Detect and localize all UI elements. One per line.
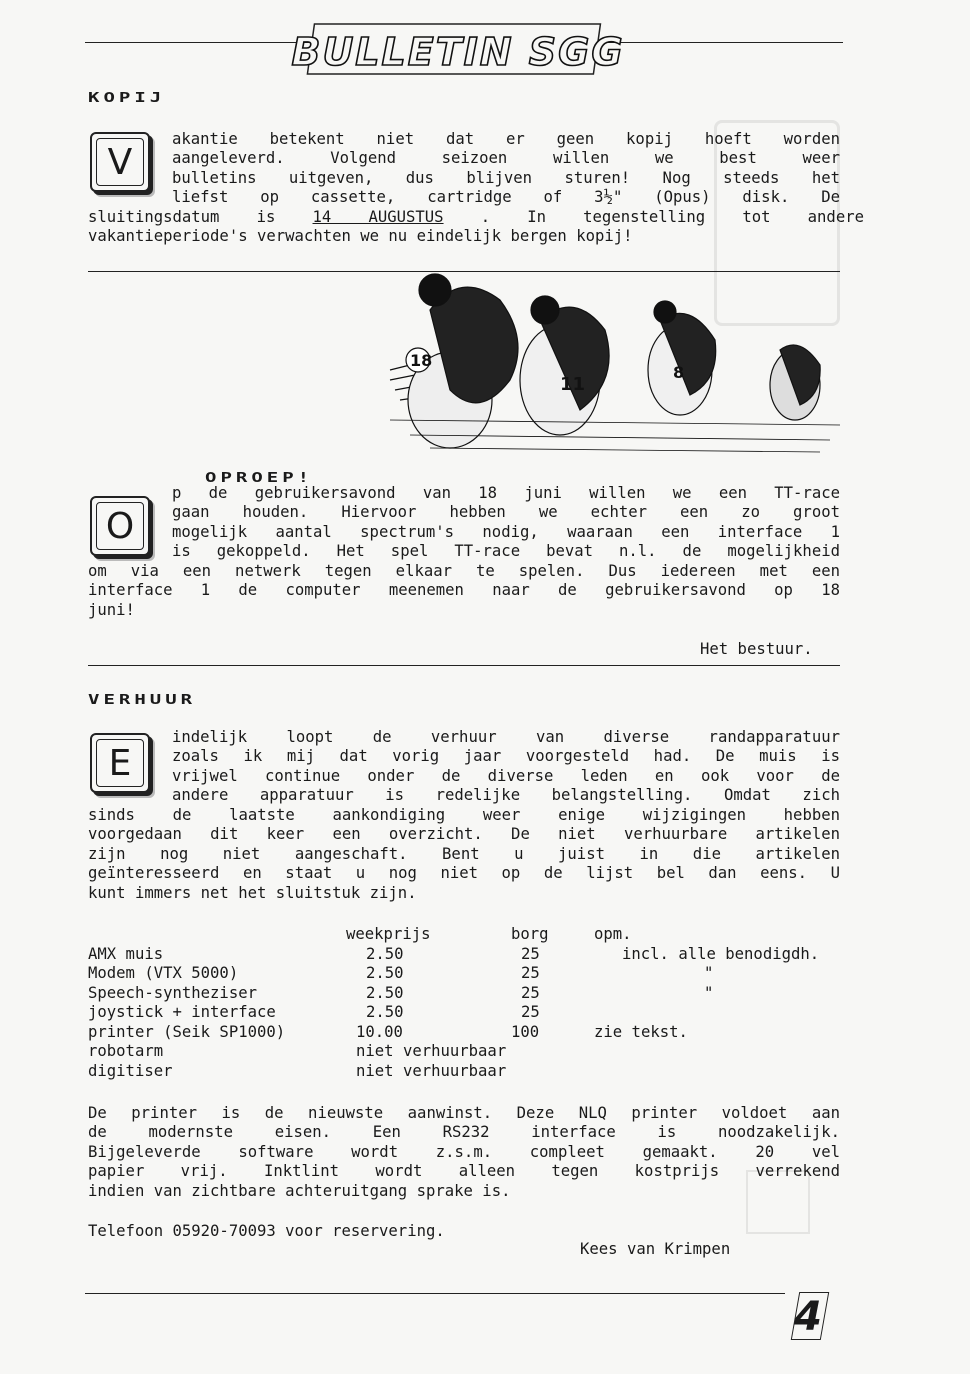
deposit-cell: 100 xyxy=(511,1022,540,1041)
table-header-cell: borg xyxy=(511,925,549,943)
item-cell: joystick + interface xyxy=(88,1003,276,1021)
verhuur-line: zijn nog niet aangeschaft. Bent u juist in die artikelen xyxy=(88,844,840,863)
kopij-deadline-line: sluitingsdatum is 14 AUGUSTUS . In tegenstelling tot andere xyxy=(88,208,864,226)
verhuur-line: geïnteresseerd en staat u nog niet op de lijst bel dan eens. U xyxy=(88,864,840,883)
svg-text:18: 18 xyxy=(410,351,433,370)
verhuur-paragraph-top xyxy=(172,728,840,806)
oproep-line: om via een netwerk tegen elkaar te spelen. Dus iedereen met een xyxy=(88,562,840,580)
verhuur-line: zoals ik mij dat vorig jaar voorgesteld had. De muis is xyxy=(172,747,840,766)
oproep-dropcap: O xyxy=(90,496,150,556)
status-cell: niet verhuurbaar xyxy=(356,1042,507,1060)
svg-text:8: 8 xyxy=(673,363,685,382)
verhuur-line: voorgedaan dit keer een overzicht. De niet verhuurbare artikelen xyxy=(88,825,840,844)
kopij-paragraph-top xyxy=(172,130,840,208)
header-rule-left xyxy=(85,42,313,43)
oproep-title: OPROEP! xyxy=(205,470,314,486)
header-rule-right xyxy=(603,42,843,43)
verhuur-closing-line: indien van zichtbare achteruitgang sprake is. xyxy=(88,1181,511,1200)
item-cell: digitiser xyxy=(88,1061,173,1080)
oproep-line: interface 1 de computer meenemen naar de gebruikersavond op 18 xyxy=(88,581,840,600)
phone-reservation: Telefoon 05920-70093 voor reservering. xyxy=(88,1222,445,1240)
deposit-cell: 25 xyxy=(521,983,540,1002)
page-number: 4 xyxy=(794,1294,822,1340)
table-header-cell: opm. xyxy=(594,925,632,943)
kopij-line: akantie betekent niet dat er geen kopij hoeft worden xyxy=(172,130,840,148)
deposit-cell: 25 xyxy=(521,1003,540,1021)
oproep-paragraph-bottom xyxy=(88,562,840,620)
item-cell: Speech-syntheziser xyxy=(88,983,257,1002)
oproep-paragraph-top xyxy=(172,484,840,562)
verhuur-closing-paragraph xyxy=(88,1104,840,1201)
verhuur-line: vrijwel continue onder de diverse leden en ook voor de xyxy=(172,766,840,785)
deadline-date: 14 AUGUSTUS xyxy=(312,208,444,226)
table-row xyxy=(88,1003,834,1023)
item-cell: AMX muis xyxy=(88,944,164,963)
oproep-signature: Het bestuur. xyxy=(700,640,813,658)
price-cell: 2.50 xyxy=(366,983,404,1002)
item-cell: printer (Seik SP1000) xyxy=(88,1022,286,1041)
kopij-line: aangeleverd. Volgend seizoen willen we best weer xyxy=(172,149,840,168)
verhuur-line: andere apparatuur is redelijke belangstelling. Omdat zich xyxy=(172,786,840,805)
note-cell: " xyxy=(704,964,714,982)
bulletin-sgg-logo xyxy=(291,20,625,78)
item-cell: robotarm xyxy=(88,1042,164,1060)
logo-text: BULLETIN SGG xyxy=(291,30,625,74)
table-row xyxy=(88,984,834,1004)
oproep-line: p de gebruikersavond van 18 juni willen we een TT-race xyxy=(172,484,840,502)
verhuur-closing-line: de modernste eisen. Een RS232 interface is noodzakelijk. xyxy=(88,1123,840,1142)
kopij-line: bulletins uitgeven, dus blijven sturen! Nog steeds het xyxy=(172,168,840,187)
table-header-cell: weekprijs xyxy=(346,925,431,943)
kopij-line: vakantieperiode's verwachten we nu eindelijk bergen kopij! xyxy=(88,227,633,246)
status-cell: niet verhuurbaar xyxy=(356,1061,507,1080)
table-row xyxy=(88,1042,834,1062)
table-row xyxy=(88,945,834,965)
table-header-cell xyxy=(88,925,346,945)
kopij-dropcap: V xyxy=(90,132,150,192)
table-row xyxy=(88,964,834,984)
deposit-cell: 25 xyxy=(521,944,540,963)
footer-rule xyxy=(85,1293,785,1294)
oproep-line: juni! xyxy=(88,600,135,619)
verhuur-dropcap: E xyxy=(90,733,150,793)
author-name: Kees van Krimpen xyxy=(580,1240,731,1258)
oproep-line: mogelijk aantal spectrum's nodig, waaraan een interface 1 xyxy=(172,522,840,541)
svg-text:11: 11 xyxy=(560,374,586,395)
price-cell: 2.50 xyxy=(366,964,404,982)
note-cell: " xyxy=(704,983,714,1002)
verhuur-closing-line: Bijgeleverde software wordt z.s.m. compleet gemaakt. 20 vel xyxy=(88,1142,840,1161)
note-cell: incl. alle benodigdh. xyxy=(622,944,820,963)
price-cell: 2.50 xyxy=(366,1003,404,1021)
price-cell: 2.50 xyxy=(366,944,404,963)
rental-table xyxy=(88,925,834,1081)
kopij-line: liefst op cassette, cartridge of 3½" (Opus) disk. De xyxy=(172,188,840,207)
oproep-line: is gekoppeld. Het spel TT-race bevat n.l. de mogelijkheid xyxy=(172,542,840,561)
verhuur-title: VERHUUR xyxy=(88,692,197,708)
kopij-paragraph-bottom xyxy=(88,208,864,247)
verhuur-line: indelijk loopt de verhuur van diverse randapparatuur xyxy=(172,728,840,746)
verhuur-closing-line: papier vrij. Inktlint wordt alleen tegen kostprijs verrekend xyxy=(88,1162,840,1181)
verhuur-line: kunt immers net het sluitstuk zijn. xyxy=(88,883,417,902)
note-cell xyxy=(594,1003,834,1023)
price-cell: 10.00 xyxy=(356,1022,403,1041)
table-row xyxy=(88,1062,834,1082)
verhuur-line: sinds de laatste aankondiging weer enige wijzigingen hebben xyxy=(88,806,840,824)
kopij-title: KOPIJ xyxy=(88,90,166,106)
note-cell: zie tekst. xyxy=(594,1022,688,1041)
verhuur-closing-line: De printer is de nieuwste aanwinst. Deze NLQ printer voldoet aan xyxy=(88,1104,840,1122)
tt-race-motorcycles-illustration xyxy=(390,270,840,470)
deposit-cell: 25 xyxy=(521,964,540,982)
oproep-line: gaan houden. Hiervoor hebben we echter een zo groot xyxy=(172,503,840,522)
table-row xyxy=(88,1023,834,1043)
item-cell: Modem (VTX 5000) xyxy=(88,964,239,982)
table-header-row xyxy=(88,925,834,945)
section-divider xyxy=(88,665,840,666)
verhuur-paragraph-bottom xyxy=(88,806,840,903)
